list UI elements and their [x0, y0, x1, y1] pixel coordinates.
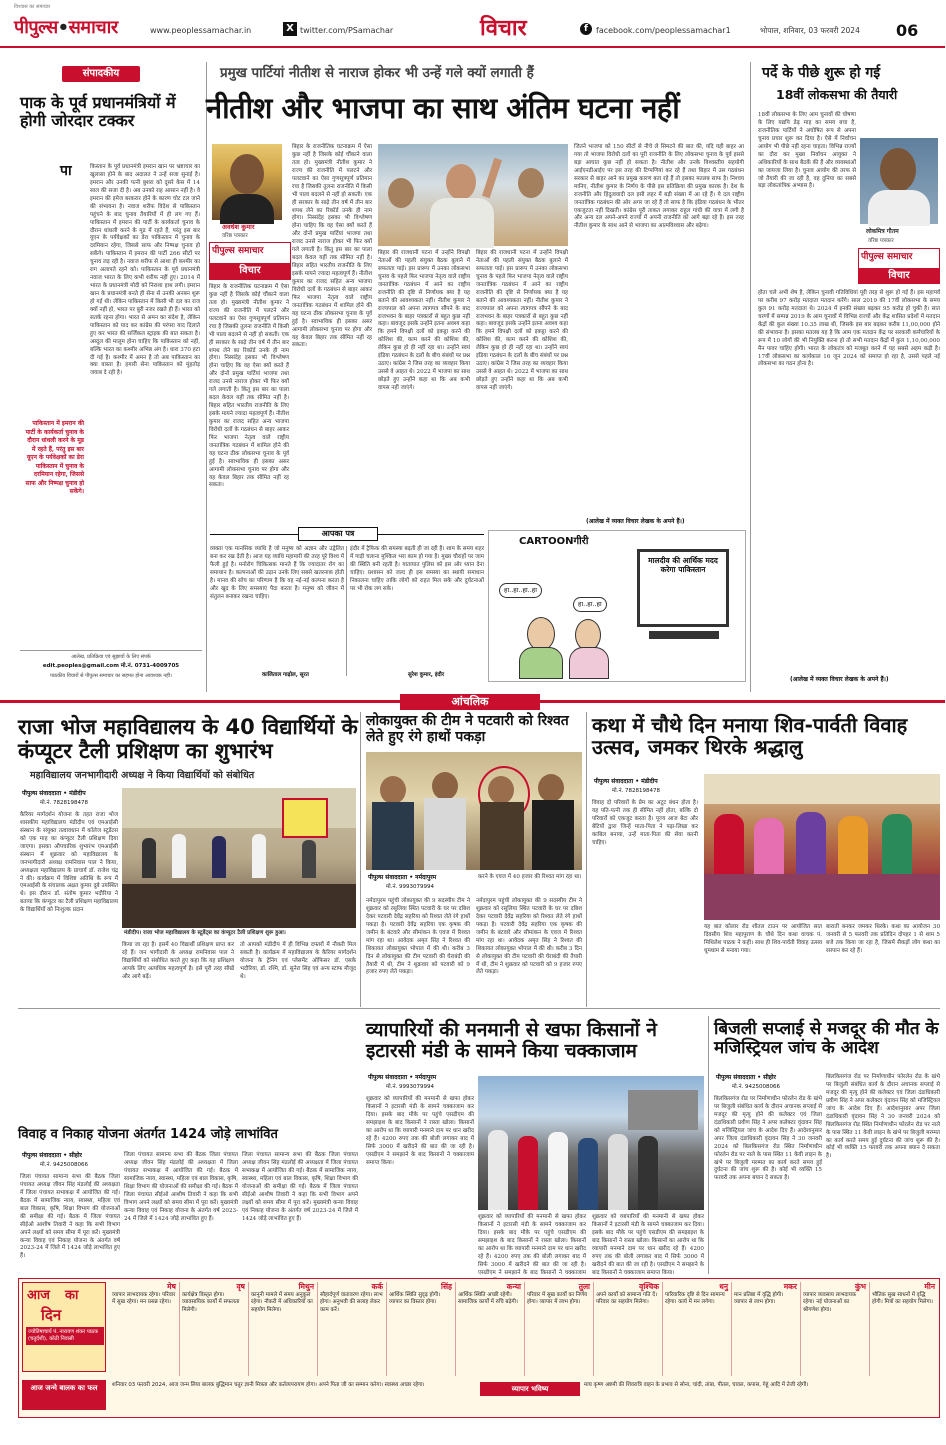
- website-link[interactable]: www.peoplessamachar.in: [150, 26, 252, 35]
- vivah-agency-name: पीपुल्स संवाददाता: [22, 1152, 62, 1159]
- lokayukt-headline: लोकायुक्त की टीम ने पटवारी को रिश्वत लेते हुए रंगे हाथों पकड़ा: [366, 713, 569, 745]
- logo-part-a: पीपुल्स: [14, 17, 58, 38]
- lead-col-3: जितने भाजपा को 150 सीटों से नीचे ले सिमटने की बात की, यदि यही बाहर आ गया तो भाजपा विरोधी दलों का पूरी राजनीति के लिए लोकसभा चुनाव के पूर्व इससे बड़ा आघात कुछ नहीं हो सकता है। नीतीश और उनके विश्वस्तीय सहयोगी आईएनडीआईए पर इस तरह की टिप्पणियां कर रहे हैं तथा बिहार में उस गठबंधन सरकार से बाहर आने का प्रमुख कारण बता रहे हैं तो इसका मतलब साफ है। निश्चय मानिए, नीतीश कुमार के निर्णय के पीछे इस प्रतिक्रिया की प्रमुख कारक है। देश के राजनीति और हिंदुत्ववादी दल इसी लहर में बड़ी संख्या में आ रहे हैं। ये दल राष्ट्रीय जनतांत्रिक गठबंधन की ओर अगर जा रहे हैं तो साफ है कि इंडिया गठबंधन के भीतर एकजुटता नहीं दिखती। कांग्रेस पूरी ताकत लगाकर राहुल गांधी की यात्रा में लगी है और अन्य दल अपने-अपने राज्यों में अपनी राजनीति को आगे बढ़ा रहे हैं। इस तरह नीतीश कुमार के साथ आने से भाजपा का आत्मविश्वास और बढ़ेगा।: [574, 144, 744, 230]
- lead-brand: पीपुल्स समाचार: [212, 246, 264, 256]
- vivah-col-3: जिला पंचायत सामान्य सभा की बैठक जिला पंचायत अध्यक्ष जीवन सिंह मंडलोई की अध्यक्षता में जिला पंचायत सभाकक्ष में आयोजित की गई। बैठक में सामाजिक न्याय, स्वास्थ्य, महिला एवं बाल विकास, कृषि, शिक्षा विभाग की योजनाओं की समीक्षा की गई। बैठक में जिला पंचायत सीईओ आशीष तिवारी ने कहा कि सभी विभाग अपने लक्ष्यों को समय सीमा में पूरा करें। मुख्यमंत्री कन्या विवाह एवं निकाह योजना के अंतर्गत वर्ष 2023-24 में जिले में 1424 जोड़े लाभांवित हुए हैं।: [242, 1152, 358, 1222]
- column-divider: [206, 62, 207, 692]
- vivah-headline: विवाह व निकाह योजना अंतर्गत 1424 जोड़े लाभांवित: [18, 1127, 278, 1142]
- cartoon-bubble-1: हा..हा..हा..हा: [499, 583, 542, 598]
- twitter-link[interactable]: twitter.com/PSamachar: [300, 26, 394, 35]
- kisan-col-2: शुक्रवार को व्यापारियों की मनमानी से खफा होकर किसानों ने इटारसी मंडी के सामने चक्काजाम कर दिया। इसके बाद मौके पर पहुंचे एसडीएम की समझाइश के बाद किसानों ने रास्ता खोला। किसानों का आरोप था कि व्यापारी मनमाने दाम पर धान खरीद रहे हैं। 4200 रुपए तक की बोली लगाकर बाद में सिर्फ 3000 में खरीदने की बात की जा रही है। एसडीएम ने समझाने के बाद किसानों ने चक्काजाम: [478, 1214, 586, 1276]
- raja-agency: पीपुल्स संवाददाता • मंडीदीप: [22, 790, 86, 797]
- horoscope-sign-text: भौतिक सुख साधनों में वृद्धि होगी। मित्रों का सहयोग मिलेगा।: [872, 1292, 933, 1306]
- horoscope-sign-name: वृश्चिक: [639, 1282, 659, 1291]
- editorial-footer-3: पाठकीय विचारों से पीपुल्स समाचार का सहमत होना आवश्यक नहीं।: [50, 673, 172, 679]
- kisan-place: नर्मदापुरम: [415, 1074, 437, 1081]
- letters-divider: [346, 546, 347, 676]
- raja-col-1: कैरियर मार्गदर्शन योजना के तहत राजा भोज शासकीय महाविद्यालय मंडीदीप एवं एमआईसी संस्थान के संयुक्त तत्वावधान में कॉलेज स्टूडेंटस को एक माह का कंप्यूटर टैली प्रशिक्षण दिया जाएगा। इसका औपचारिक शुभारंभ एमआईसी संस्थान में शुक्रवार को महाविद्यालय के जनभागीदारी अध्यक्ष रामनिवास पाल ने किया, अध्यक्षता महाविद्यालय के प्राचार्य डॉ. राजेश चंद्र ने की। कार्यक्रम में विशिष्ट अतिथि के रूप में एमआईसी के संचालक अक्षत कुमार दुबे उपस्थित थे। इस दौरान डॉ. संतोष कुमार भदौरिया ने बताया कि कंप्यूटर का टैली प्रशिक्षण महाविद्यालय के विद्यार्थियों को निःशुल्क प्रदान: [20, 812, 118, 914]
- lead-col-2: बिहार की राजधानी पटना में उन्होंने विपक्षी नेताओं की पहली संयुक्त बैठक बुलाने में सफलता पाई। इस प्रारूप में उनका लोकसभा चुनाव के पहले फिर भाजपा नेतृत्व वाले राष्ट्रीय जनतांत्रिक गठबंधन में आने का राष्ट्रीय राजनीति की दृष्टि से निर्णायक क्या है यह बताने की आवश्यकता नहीं। नीतीश कुमार ने राज्यपाल को अपना त्यागपत्र सौंपने के बाद राजभवन के बाहर पत्रकारों से बहुत कुछ नहीं कहा। बावजूद इसके उन्होंने इतना अवश्य कहा कि हमने विपक्षी दलों को इकट्ठा करने की कोशिश की, काम करने की कोशिश की, लेकिन कुछ हो ही नहीं रहा था। उन्होंने स्वयं इंडिया गठबंधन के दलों के बीच संबंधों पर प्रश्न उठाए। कांग्रेस ने जिस तरह का व्यवहार किया उससे वे आहत थे। 2022 में भाजपा का साथ छोड़ते हुए उन्होंने कहा था कि अब कभी वापस नहीं जाएंगे।: [378, 250, 470, 391]
- right-body-1: 18वीं लोकसभा के लिए आम चुनावों की घोषणा के लिए यद्यपि डेढ़ माह का समय बचा है, राजनीतिक पार्टियों ने अघोषित रूप से अपना चुनाव प्रचार शुरू कर दिया है। ऐसे में निर्वाचन आयोग भी पीछे नहीं रहना चाहता। विभिन्न राज्यों का दौरा कर मुख्य निर्वाचन आयुक्त ने अधिकारियों के साथ बैठकें की हैं और व्यवस्थाओं का जायजा लिया है। चुनाव आयोग की तरफ से जो तैयारी की जा रही है, वह दुनिया का सबसे बड़ा लोकतांत्रिक अभ्यास है।: [758, 112, 856, 190]
- section-title: विचार: [480, 16, 527, 41]
- right-body-2: होता चले अभी शेष है, लेकिन चुनावी गतिविधियां पूरी तरह से शुरू हो गई हैं। इस महापर्व पर करीब 97 करोड़ मतदाता मतदान करेंगे। साल 2019 की 17वीं लोकसभा के समय कुल 91 करोड़ मतदाता थे। 2024 में इनकी संख्या बढ़कर 95 करोड़ हो चुकी है। सात चरणों में सम्पन्न 2019 के आम चुनावों में विभिन्न राज्यों और केंद्र शासित प्रदेशों में मतदान केंद्रों की कुल संख्या 10.35 लाख थी, जिसके इस बार बढ़कर करीब 11,00,000 होने की संभावना है। इसका मतलब यह है कि आम एक मतदान केंद्र पर सरकारी कर्मचारियों के रूप में 10 लोगों की भी नियुक्ति करना हो तो सभी मतदान केंद्रों में कुल 1,10,00,000 मैन पावर चाहिए होगी। भारत के लोकतंत्र को मजबूत करने में यह सबसे अहम कड़ी है। 17वीं लोकसभा का कार्यकाल 16 जून 2024 को समाप्त हो रहा है, उससे पहले नई लोकसभा का गठन होना है।: [758, 290, 940, 368]
- dateline: भोपाल, शनिवार, 03 फरवरी 2024: [760, 26, 860, 35]
- horoscope-title-2: का: [65, 1288, 79, 1303]
- right-author-photo: [860, 138, 938, 224]
- horoscope-sign: [869, 1282, 935, 1376]
- letter-2: इंदौर में ट्रैफिक की समस्या बढ़ती ही जा रही है। शाम के समय शहर में गाड़ी चलाना मुश्किल भरा काम हो गया है। मुख्य चौराहों पर जाम की स्थिति बनी रहती है। यातायात पुलिस को इस ओर ध्यान देना चाहिए। प्रशासन को जल्द ही इस समस्या का स्थायी समाधान निकालना चाहिए ताकि लोगों को राहत मिल सके और दुर्घटनाओं पर भी रोक लग सके।: [350, 546, 484, 592]
- bijli-col-2: बिलकिसगंज रोड पर निर्माणाधीन फोरलेन रोड के खंभे पर बिजुली संबंधित कार्य के दौरान अचानक सप्लाई से मजदूर की मृत्यु होने की कलेक्टर एवं जिला दंडाधिकारी प्रवीण सिंह ने अपर कलेक्टर वृंदावन सिंह को मजिस्ट्रियल जांच के आदेश दिए हैं। आदेशानुसार अपर जिला दंडाधिकारी वृंदावन सिंह ने 30 जनवरी 2024 को बिलकिसगंज रोड स्थित निर्माणाधीन फोरलेन रोड पर नाले के पास स्थित 11 केवी लाइन के खंभे पर बिजुली मरम्मत का कार्य करते समय हुई दुर्घटना की जांच शुरू की है। कोई भी व्यक्ति 15 फरवरी तक अपना बयान दे सकता है।: [826, 1074, 940, 1160]
- bijli-place: सीहोर: [763, 1074, 776, 1081]
- kisan-col-3: शुक्रवार को व्यापारियों की मनमानी से खफा होकर किसानों ने इटारसी मंडी के सामने चक्काजाम कर दिया। इसके बाद मौके पर पहुंचे एसडीएम की समझाइश के बाद किसानों ने रास्ता खोला। किसानों का आरोप था कि व्यापारी मनमाने दाम पर धान खरीद रहे हैं। 4200 रुपए तक की बोली लगाकर बाद में सिर्फ 3000 में खरीदने की बात की जा रही है। एसडीएम ने समझाने के बाद किसानों ने चक्काजाम समाप्त किया।: [592, 1214, 704, 1276]
- lead-author-role: वरिष्ठ पत्रकार: [222, 233, 248, 239]
- lokayukt-body-a: नर्मदापुरम पहुंची लोकायुक्त की 9 सदस्यीय टीम ने शुक्रवार को रसूलिया स्थित पटवारी के घर पर दबिश देकर पटवारी देवेंद्र सहरिया को रिश्वत लेते रंगे हाथों पकड़ा है। पटवारी देवेंद्र सहरिया एक कृषक की जमीन के बंटवारे और सीमांकन के एवज में रिश्वत मांग रहा था। आवेदक अमृत सिंह ने रिश्वत की शिकायत लोकायुक्त भोपाल में की थी। करीब 3 दिन से लोकायुक्त की टीम पटवारी की घेराबंदी की तैयारी में थी, टीम ने शुक्रवार को पटवारी को 9 हजार रुपए लेते पकड़ा।: [366, 898, 470, 976]
- editorial-footer-1: आलेख, प्रतिक्रिया एवं सुझावों के लिए संपर्क: [71, 654, 151, 660]
- horoscope-sign-text: पारिवारिक दृष्टि से दिन सामान्य रहेगा। कार्य में मन लगेगा।: [665, 1292, 725, 1306]
- horoscope-sign-name: मेष: [167, 1282, 176, 1291]
- lead-author: अवधेश कुमार: [222, 223, 255, 231]
- column-divider: [586, 712, 587, 1007]
- nitish-photo: [378, 144, 568, 246]
- editorial-dropcap: पा: [60, 163, 72, 179]
- right-brand-box: [858, 248, 940, 284]
- facebook-icon: f: [580, 23, 592, 35]
- right-note: (आलेख में व्यक्त विचार लेखक के अपने हैं।): [790, 676, 889, 683]
- shiv-photo: [704, 774, 940, 920]
- horoscope-title-1: आज: [27, 1288, 50, 1303]
- logo[interactable]: पीपुल्स•समाचार: [14, 17, 118, 38]
- cartoon-bubble-2: हा..हा..हा: [573, 597, 607, 612]
- horoscope-sign-text: परिवार में सुख कार्यों का निर्णय होगा। व्यापार में लाभ होगा।: [527, 1292, 588, 1306]
- vivah-col-2: जिला पंचायत सामान्य सभा की बैठक जिला पंचायत अध्यक्ष जीवन सिंह मंडलोई की अध्यक्षता में जिला पंचायत सभाकक्ष में आयोजित की गई। बैठक में सामाजिक न्याय, स्वास्थ्य, महिला एवं बाल विकास, कृषि, शिक्षा विभाग की योजनाओं की समीक्षा की गई। बैठक में जिला पंचायत सीईओ आशीष तिवारी ने कहा कि सभी विभाग अपने लक्ष्यों को समय सीमा में पूरा करें। मुख्यमंत्री कन्या विवाह एवं निकाह योजना के अंतर्गत वर्ष 2023-24 में जिले में 1424 जोड़े लाभांवित हुए हैं।: [124, 1152, 238, 1222]
- logo-tagline: विश्वास का समाचार: [14, 4, 51, 10]
- raja-caption: मंडीदीप। राजा भोज महाविद्यालय के स्टूडेंट्स का कंप्यूटर टैली प्रशिक्षण शुरू हुआ।: [124, 930, 286, 936]
- raja-photo: [122, 788, 356, 928]
- lead-col-1: बिहार के राजनीतिक घटनाक्रम में ऐसा कुछ नहीं है जिसके कोई चौंकाने वाला तत्व हो। मुख्यमंत्री नीतीश कुमार ने राज्य की राजनीति में पलटने और पलटवाने का ऐसा गुणसूत्रपूर्ण प्रतिमान रचा है जिसकी तुलना राजनीति में किसी भी पाला बदलने से नहीं हो सकती। एक ही सरकार के साढ़े तीन वर्ष में तीन बार शपथ लेने का रिकॉर्ड उनके ही नाम होगा। निस्संदेह इसका भी विश्लेषण होना चाहिए कि वह ऐसा क्यों करते हैं और दोनों प्रमुख पार्टियां भाजपा तथा राजद उनसे नाराज होकर भी फिर क्यों गले लगाती है। किंतु इस बार का पाला बदल केवल यहीं तक सीमित नहीं है। बिहार सहित भारतीय राजनीति के लिए इसके मायने ज्यादा महत्वपूर्ण हैं। नीतीश कुमार का राजद सहित अन्य भाजपा विरोधी दलों के गठबंधन से बाहर आकर फिर भाजपा नेतृत्व वाले राष्ट्रीय जनतांत्रिक गठबंधन में शामिल होने की यह घटना ठीक लोकसभा चुनाव के पूर्व हुई है। स्वाभाविक ही इसका असर आगामी लोकसभा चुनाव पर होगा और यह केवल बिहार तक सीमित नहीं रह सकता।: [292, 144, 372, 349]
- bijli-agency-name: पीपुल्स संवाददाता: [716, 1074, 756, 1081]
- cartoon-title: CARTOONगीरी: [519, 536, 589, 547]
- horoscope-sign-name: मिथुन: [298, 1282, 314, 1291]
- raja-mobile: मो.नं. 7828198478: [40, 800, 89, 806]
- vyapar-title: व्यापार भविष्य: [480, 1382, 580, 1396]
- bijli-headline: बिजली सप्लाई से मजदूर की मौत के मजिस्ट्रियल जांच के आदेश: [714, 1019, 939, 1059]
- horoscope-sign: [179, 1282, 245, 1376]
- vivah-agency: पीपुल्स संवाददाता • सीहोर: [22, 1152, 82, 1159]
- facebook-link[interactable]: facebook.com/peoplessamachar1: [596, 26, 731, 35]
- horoscope-sign: [524, 1282, 590, 1376]
- horoscope-sign-text: व्यापार लाभदायक रहेगा। परिवार में सुख रहेगा। मन प्रसन्न रहेगा।: [112, 1292, 176, 1306]
- horoscope-sign-name: धनु: [719, 1282, 728, 1291]
- horoscope-sign: [110, 1282, 176, 1376]
- horoscope-sign-name: मकर: [783, 1282, 797, 1291]
- lead-headline: नीतीश और भाजपा का साथ अंतिम घटना नहीं: [206, 91, 680, 125]
- shiv-mobile: मो.नं. 7828198478: [612, 788, 661, 794]
- x-twitter-icon: X: [283, 22, 297, 36]
- section-title-aanchalik: आंचलिक: [400, 694, 540, 710]
- horoscope-sign: [386, 1282, 452, 1376]
- horoscope-title-box: [22, 1282, 106, 1372]
- kisan-mobile: मो.नं. 9993079994: [386, 1084, 435, 1090]
- horoscope-sign-text: व्यापार व्यवसाय लाभदायक रहेगा। नई योजनाओं का श्रीगणेश होगा।: [803, 1292, 856, 1313]
- kisan-agency: पीपुल्स संवाददाता • नर्मदापुरम: [368, 1074, 437, 1081]
- kisan-photo: [478, 1076, 704, 1210]
- editorial-body: किस्तान के पूर्व प्रधानमंत्री इमरान खान पर भ्रष्टाचार का खुलासा होने के बाद अदालत ने उन्हें सजा सुनाई है। इमरान और उनकी पत्नी बुशरा को दूसरे केस में 14 साल की सजा दी है। अब उनको राह आसान नहीं है। वे इमरान की इमेज बरकरार होने के कारण चोट टल जाने की संभावना है। नवाज शरीफ विदेश से पाकिस्तान पहुंचने के बाद चुनाव तैयारियों में ही लग गए हैं। पाकिस्तान में इमरान की पार्टी के कार्यकर्ता चुनाव के दौरान धांधली करने के मूड में रहते हैं, परंतु इस बार यूएन के पर्यवेक्षकों का डेरा पाकिस्तान में चुनाव के दरमियान रहेगा, जिससे साफ और निष्पक्ष चुनाव हो सकेंगे। पाकिस्तान में इमरान की पार्टी 266 सीटों पर चुनाव लड़ रही है। नवाज शरीफ से आशा ही कश्मीर का राग अलापते रहने को। पाकिस्तान के पूर्व प्रधानमंत्री नवाज भारत के लिए कभी शरीफ नहीं हुए। 2014 में भारत के प्रधानमंत्री मोदी को निराशा हाथ लगी। इमरान खान के प्रधानमंत्री बनते ही सेना से उनकी अनबन शुरू हो गई थी। लेकिन पाकिस्तान में किसी भी दल का राज क्यों नहीं हो, भारत पर बुरी नजर रखते ही हैं। भारत को सतर्क रहना होगा। भारत से अमन का संदेश है, लेकिन पाकिस्तान को याद कर कांग्रेस की परंपरा याद दिलाते हुए कर भारत की सर्जिकल स्ट्राइक की बात सकता है। अब्दुल की मालूम होना चाहिए कि पाकिस्तान को नहीं, बल्कि भारत का कश्मीर अभिन्न अंग है। धारा 370 हटा दी गई है। कश्मीर में अमन है तो अब पाकिस्तान का क्या वास्ता है। हमारी सेना पाकिस्तान को मुंहतोड़ जवाब दे रही है।: [90, 164, 200, 377]
- horoscope-sign-name: कुंभ: [854, 1282, 866, 1291]
- lead-brand-box: [209, 242, 291, 280]
- vyapar-text: माघ कृष्ण अष्टमी की शिवरात्रि वाहन के प्रभाव से सोना, चांदी, तांबा, पीतल, चावल, कपास, गेहूं आदि में तेजी रहेगी।: [584, 1382, 809, 1388]
- vivah-col-1: जिला पंचायत सामान्य सभा की बैठक जिला पंचायत अध्यक्ष जीवन सिंह मंडलोई की अध्यक्षता में जिला पंचायत सभाकक्ष में आयोजित की गई। बैठक में सामाजिक न्याय, स्वास्थ्य, महिला एवं बाल विकास, कृषि, शिक्षा विभाग की योजनाओं की समीक्षा की गई। बैठक में जिला पंचायत सीईओ आशीष तिवारी ने कहा कि सभी विभाग अपने लक्ष्यों को समय सीमा में पूरा करें। मुख्यमंत्री कन्या विवाह एवं निकाह योजना के अंतर्गत वर्ष 2023-24 में जिले में 1424 जोड़े लाभांवित हुए हैं।: [20, 1174, 120, 1260]
- horoscope-sign-text: कार्यक्षेत्र विस्तृत होगा। व्यावसायिक कार्यों में सफलता मिलेगी।: [182, 1292, 240, 1313]
- column-divider: [360, 712, 361, 1007]
- right-headline-1: पर्दे के पीछे शुरू हो गई: [762, 65, 881, 81]
- lead-tag: विचार: [210, 263, 290, 279]
- right-brand: पीपुल्स समाचार: [861, 252, 913, 262]
- bijli-mobile: मो.नं. 9425008066: [732, 1084, 781, 1090]
- birth-title: आज जन्मे बालक का फल: [22, 1380, 106, 1410]
- editorial-footer-email[interactable]: edit.peoples@gmail.com मो.नं. 0731-4009705: [42, 663, 180, 669]
- shiv-agency: पीपुल्स संवाददाता • मंडीदीप: [594, 778, 658, 785]
- lokayukt-mobile: मो.नं. 9993079994: [386, 884, 435, 890]
- horoscope-sign-text: आर्थिक स्थिति अच्छी रहेगी। सामाजिक कार्यों में रुचि बढ़ेगी।: [458, 1292, 518, 1306]
- lead-note: (आलेख में व्यक्त विचार लेखक के अपने हैं।): [586, 518, 685, 525]
- lead-col-1b: बिहार के राजनीतिक घटनाक्रम में ऐसा कुछ नहीं है जिसके कोई चौंकाने वाला तत्व हो। मुख्यमंत्री नीतीश कुमार ने राज्य की राजनीति में पलटने और पलटवाने का ऐसा गुणसूत्रपूर्ण प्रतिमान रचा है जिसकी तुलना राजनीति में किसी भी पाला बदलने से नहीं हो सकती। एक ही सरकार के साढ़े तीन वर्ष में तीन बार शपथ लेने का रिकॉर्ड उनके ही नाम होगा। निस्संदेह इसका भी विश्लेषण होना चाहिए कि वह ऐसा क्यों करते हैं और दोनों प्रमुख पार्टियां भाजपा तथा राजद उनसे नाराज होकर भी फिर क्यों गले लगाती है। किंतु इस बार का पाला बदल केवल यहीं तक सीमित नहीं है। बिहार सहित भारतीय राजनीति के लिए इसके मायने ज्यादा महत्वपूर्ण हैं। नीतीश कुमार का राजद सहित अन्य भाजपा विरोधी दलों के गठबंधन से बाहर आकर फिर भाजपा नेतृत्व वाले राष्ट्रीय जनतांत्रिक गठबंधन में शामिल होने की यह घटना ठीक लोकसभा चुनाव के पूर्व हुई है। स्वाभाविक ही इसका असर आगामी लोकसभा चुनाव पर होगा और यह केवल बिहार तक सीमित नहीं रह सकता।: [209, 284, 289, 489]
- page-number: 06: [896, 21, 919, 40]
- horoscope-sign-name: कर्क: [371, 1282, 383, 1291]
- editorial-sidebar-quote: पाकिस्तान में इमरान की पार्टी के कार्यकर्ता चुनाव के दौरान धांधली करने के मूड में रहते हैं, परंतु इस बार यूएन के पर्यवेक्षकों का डेरा पाकिस्तान में चुनाव के दरमियान रहेगा, जिससे साफ और निष्पक्ष चुनाव हो सकेंगे।: [25, 420, 84, 496]
- shiv-col-1: विवाह दो परिवारों के प्रेम का अटूट बंधन होता है। यह पति-पत्नी तक ही सीमित नहीं होता, बल्कि दो परिवारों को एकजुट करता है। पूज्य आज बेटा और बेटियों द्वारा जिन्हें माता-पिता ने पढ़ा-लिखा कर काबिल बनाया, उन्हें माता-पिता की सेवा करनी चाहिए।: [592, 800, 698, 846]
- shiv-agency-name: पीपुल्स संवाददाता: [594, 778, 634, 785]
- horoscope-sign-text: कानूनी मामले में समय अनुकूल रहेगा। नौकरी में अधिकारियों का सहयोग मिलेगा।: [251, 1292, 313, 1313]
- horoscope-sign-text: अपने कार्यों को सामान्य गति दें। परिवार का सहयोग मिलेगा।: [596, 1292, 658, 1306]
- row-divider: [18, 1008, 940, 1009]
- lokayukt-agency: पीपुल्स संवाददाता • नर्मदापुरम: [368, 874, 437, 881]
- right-headline-2: 18वीं लोकसभा की तैयारी: [776, 87, 898, 102]
- kisan-agency-name: पीपुल्स संवाददाता: [368, 1074, 408, 1081]
- lead-col-2b: बिहार की राजधानी पटना में उन्होंने विपक्षी नेताओं की पहली संयुक्त बैठक बुलाने में सफलता पाई। इस प्रारूप में उनका लोकसभा चुनाव के पहले फिर भाजपा नेतृत्व वाले राष्ट्रीय जनतांत्रिक गठबंधन में आने का राष्ट्रीय राजनीति की दृष्टि से निर्णायक क्या है यह बताने की आवश्यकता नहीं। नीतीश कुमार ने राज्यपाल को अपना त्यागपत्र सौंपने के बाद राजभवन के बाहर पत्रकारों से बहुत कुछ नहीं कहा। बावजूद इसके उन्होंने इतना अवश्य कहा कि हमने विपक्षी दलों को इकट्ठा करने की कोशिश की, काम करने की कोशिश की, लेकिन कुछ हो ही नहीं रहा था। उन्होंने स्वयं इंडिया गठबंधन के दलों के बीच संबंधों पर प्रश्न उठाए। कांग्रेस ने जिस तरह का व्यवहार किया उससे वे आहत थे। 2022 में भाजपा का साथ छोड़ते हुए उन्होंने कहा था कि अब कभी वापस नहीं जाएंगे।: [476, 250, 568, 391]
- horoscope-sign-name: कन्या: [506, 1282, 521, 1291]
- horoscope-sign: [593, 1282, 659, 1376]
- horoscope-sign: [317, 1282, 383, 1376]
- cartoon-box: [488, 530, 746, 682]
- right-author: लोकमित्र गौतम: [866, 228, 899, 235]
- right-author-role: वरिष्ठ पत्रकार: [868, 238, 894, 244]
- horoscope-pandit: ज्योतिषाचार्य पं. नारायण शंकर पाठक (चतुर्दशी), कोठी निवासी: [26, 1327, 104, 1345]
- logo-part-b: समाचार: [68, 17, 118, 38]
- masthead: [0, 0, 945, 48]
- column-divider: [708, 1016, 709, 1274]
- horoscope-sign-name: सिंह: [441, 1282, 452, 1291]
- lokayukt-photo: [366, 752, 582, 870]
- shiv-headline: कथा में चौथे दिन मनाया शिव-पार्वती विवाह उत्सव, जमकर थिरके श्रद्धालु: [592, 713, 908, 760]
- horoscope-sign: [248, 1282, 314, 1376]
- raja-headline: राजा भोज महाविद्यालय के 40 विद्यार्थियों के कंप्यूटर टैली प्रशिक्षण का शुभारंभ: [18, 715, 358, 763]
- horoscope-sign-text: आर्थिक स्थिति सुदृढ़ होगी। व्यापार का विस्तार होगा।: [389, 1292, 441, 1306]
- editorial-tag: संपादकीय: [62, 66, 140, 82]
- shiv-col-2: यह बात कोलार रोड शीतल टाउन पर आयोजित सात दिवसीय शिव महापुराण के चौथे दिन कथा वाचक पं. मिथिलेश पाठक ने कही। साथ ही शिव-पार्वती विवाह उत्सव धूमधाम से मनाया गया।: [704, 924, 822, 954]
- vivah-mobile: मो.नं. 9425008066: [40, 1162, 89, 1168]
- raja-col-2: किया जा रहा है। इसमें 40 विद्यार्थी प्रशिक्षण प्राप्त कर रहे हैं। जन भागीदारी के अध्यक्ष रामनिवास पाल ने विद्यार्थियों को संबोधित करते हुए कहा कि यह प्रशिक्षण आपके लिए अत्यधिक महत्वपूर्ण है। इसे पूरी तरह सीखें और आगे बढ़ें।: [122, 942, 234, 980]
- author-photo: [212, 144, 282, 220]
- raja-col-3: तो आपको मंडीदीप में ही विभिन्न दफ्तरों में नौकरी मिल सकती है। कार्यक्रम में महाविद्यालय के कैरियर मार्गदर्शन योजना के ट्रेनिंग एवं प्लेसमेंट ऑफिसर डॉ. एसके भदौरिया, डॉ. रश्मि, डॉ. सुनेरा सिंह एवं अन्य स्टाफ मौजूद थे।: [240, 942, 356, 980]
- right-tag: विचार: [859, 268, 939, 283]
- shiv-place: मंडीदीप: [641, 778, 658, 785]
- bijli-col-1: बिलकिसगंज रोड पर निर्माणाधीन फोरलेन रोड के खंभे पर बिजुली संबंधित कार्य के दौरान अचानक सप्लाई से मजदूर की मृत्यु होने की कलेक्टर एवं जिला दंडाधिकारी प्रवीण सिंह ने अपर कलेक्टर वृंदावन सिंह को मजिस्ट्रियल जांच के आदेश दिए हैं। आदेशानुसार अपर जिला दंडाधिकारी वृंदावन सिंह ने 30 जनवरी 2024 को बिलकिसगंज रोड स्थित निर्माणाधीन फोरलेन रोड पर नाले के पास स्थित 11 केवी लाइन के खंभे पर बिजुली मरम्मत का कार्य करते समय हुई दुर्घटना की जांच शुरू की है। कोई भी व्यक्ति 15 फरवरी तक अपना बयान दे सकता है।: [714, 1096, 822, 1182]
- vivah-place: सीहोर: [69, 1152, 82, 1159]
- raja-agency-name: पीपुल्स संवाददाता: [22, 790, 62, 797]
- lead-kicker: प्रमुख पार्टियां नीतीश से नाराज होकर भी उन्हें गले क्यों लगाती हैं: [220, 65, 534, 81]
- horoscope-sign-name: वृष: [236, 1282, 245, 1291]
- cartoon-tv-text: मालदीव की आर्थिक मदद करेगा पाकिस्तान: [648, 556, 718, 575]
- kisan-headline: व्यापारियों की मनमानी से खफा किसानों ने इटारसी मंडी के सामने किया चक्काजाम: [366, 1019, 657, 1063]
- horoscope-sign-name: मीन: [924, 1282, 935, 1291]
- horoscope-sign-name: तुला: [578, 1282, 590, 1291]
- horoscope-signs: [110, 1282, 938, 1376]
- letter-2-signature: सुरेश कुमार, इंदौर: [408, 672, 445, 678]
- birth-text: शनिवार 03 फरवरी 2024, आज जन्म लिया बालक बुद्धिमान चतुर ज्ञानी मित्रता और कर्तव्यपरायण होगा। अपने पिता जी का सम्मान करेगा। स्वास्थ्य अच्छा रहेगा।: [112, 1382, 425, 1388]
- lokayukt-photo-caption: करने के एवज में 40 हजार की रिश्वत मांग रहा था।: [478, 874, 582, 880]
- editorial-divider: [20, 650, 202, 651]
- cartoon-tv: [637, 549, 729, 627]
- horoscope-sign-text: सौहार्दपूर्ण वातावरण रहेगा। लाभ होगा। अनुभवी की सलाह लेकर काम करें।: [320, 1292, 383, 1313]
- raja-subheadline: महाविद्यालय जनभागीदारी अध्यक्ष ने किया विद्यार्थियों को संबोधित: [30, 770, 255, 781]
- editorial-headline: पाक के पूर्व प्रधानमंत्रियों में होगी जोरदार टक्कर: [20, 93, 176, 130]
- raja-place: मंडीदीप: [69, 790, 86, 797]
- letter-1-signature: कालिताल गाढ़ोल, सूरत: [262, 672, 309, 678]
- horoscope-sign-text: मान प्रतिष्ठा में वृद्धि होगी। व्यापार से लाभ होगा।: [734, 1292, 784, 1306]
- horoscope-sign: [662, 1282, 728, 1376]
- horoscope-sign: [731, 1282, 797, 1376]
- column-divider: [750, 62, 751, 692]
- horoscope-sign: [455, 1282, 521, 1376]
- letter-1: व्यक्ता एक मानसिक व्याधि है जो मनुष्य को अज्ञान और उद्वेलित बना कर रख देती है। आज यह व्याधि महामारी की तरह पूरे विश्व में फैली हुई है। मनोरोग चिकित्सक मानते हैं कि ज्यादातर रोग का समाधान है। कल्पनाओं की उड़ान उनके लिए सबसे खतरनाक होती है। मानव की सोच का परिणाम है कि वह नई-नई कल्पना करता है और खुद के लिए समस्याएं पैदा करता है। मनुष्य को जीवन में संतुलन बनाकर रखना चाहिए।: [210, 546, 344, 600]
- lokayukt-place: नर्मदापुरम: [415, 874, 437, 881]
- lokayukt-body-b: नर्मदापुरम पहुंची लोकायुक्त की 9 सदस्यीय टीम ने शुक्रवार को रसूलिया स्थित पटवारी के घर पर दबिश देकर पटवारी देवेंद्र सहरिया को रिश्वत लेते रंगे हाथों पकड़ा है। पटवारी देवेंद्र सहरिया एक कृषक की जमीन के बंटवारे और सीमांकन के एवज में रिश्वत मांग रहा था। आवेदक अमृत सिंह ने रिश्वत की शिकायत लोकायुक्त भोपाल में की थी। करीब 3 दिन से लोकायुक्त की टीम पटवारी की घेराबंदी की तैयारी में थी, टीम ने शुक्रवार को पटवारी को 9 हजार रुपए लेते पकड़ा।: [476, 898, 582, 976]
- letters-title: आपका पत्र: [298, 527, 378, 541]
- shiv-col-3: बाराती बनकर जमकर थिरके। कथा का आयोजन 30 जनवरी से 5 फरवरी तक प्रतिदिन दोपहर 1 से शाम 5 बजे तक किया जा रहा है, जिसमें सैकड़ों लोग कथा का रसपान कर रहे हैं।: [826, 924, 940, 954]
- lokayukt-agency-name: पीपुल्स संवाददाता: [368, 874, 408, 881]
- horoscope-title-3: दिन: [41, 1306, 62, 1324]
- bijli-agency: पीपुल्स संवाददाता • सीहोर: [716, 1074, 776, 1081]
- kisan-col-1: शुक्रवार को व्यापारियों की मनमानी से खफा होकर किसानों ने इटारसी मंडी के सामने चक्काजाम कर दिया। इसके बाद मौके पर पहुंचे एसडीएम की समझाइश के बाद किसानों ने रास्ता खोला। किसानों का आरोप था कि व्यापारी मनमाने दाम पर धान खरीद रहे हैं। 4200 रुपए तक की बोली लगाकर बाद में सिर्फ 3000 में खरीदने की बात की जा रही है। एसडीएम ने समझाने के बाद किसानों ने चक्काजाम समाप्त किया।: [366, 1096, 474, 1166]
- horoscope-sign: [800, 1282, 866, 1376]
